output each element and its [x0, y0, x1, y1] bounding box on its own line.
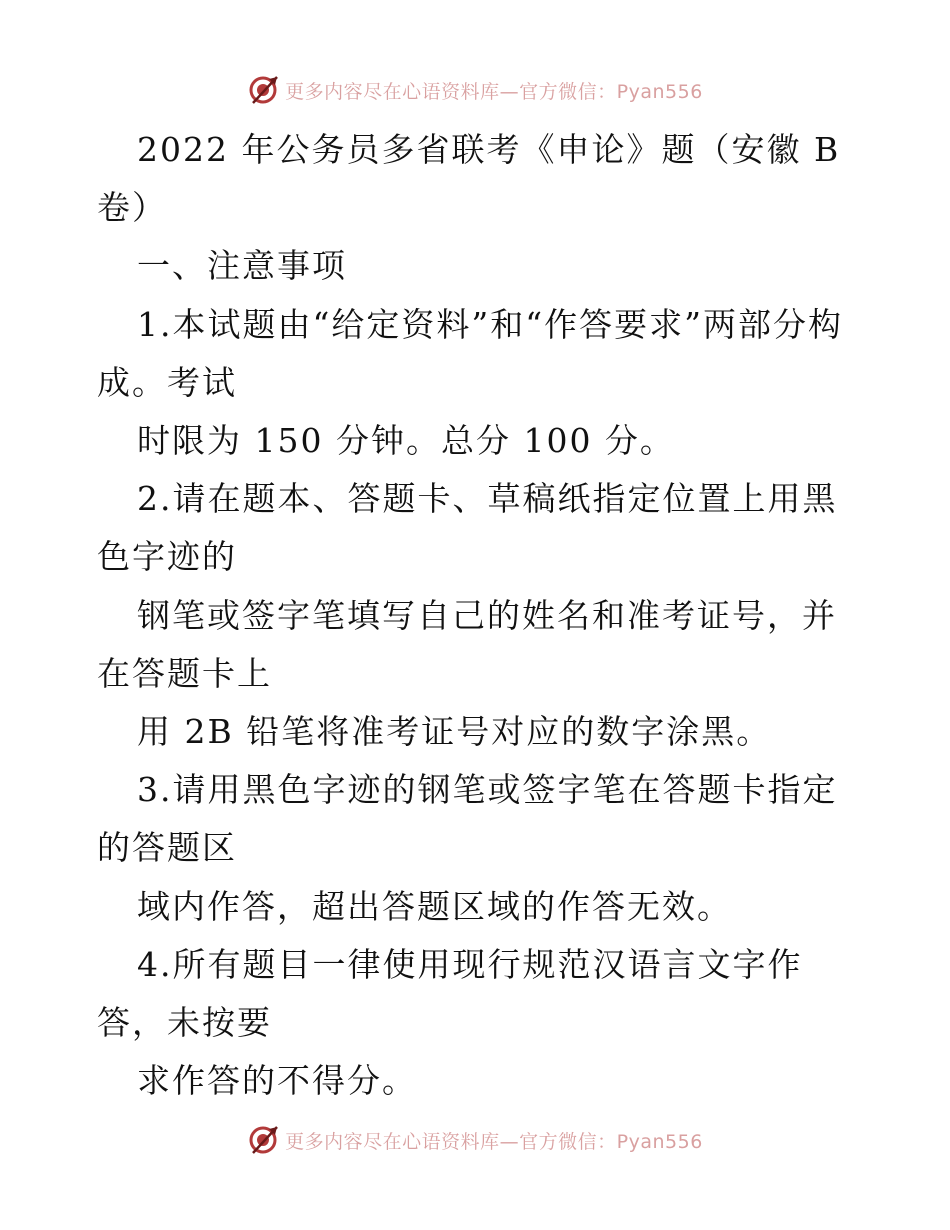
quill-seal-icon [247, 1123, 281, 1157]
notice-item: 2.请在题本、答题卡、草稿纸指定位置上用黑色字迹的 [97, 479, 838, 577]
notice-item: 4.所有题目一律使用现行规范汉语言文字作答，未按要 [97, 944, 803, 1043]
footer-banner-text: 更多内容尽在心语资料库—官方微信：Pyan556 [285, 1130, 703, 1153]
header-banner-text: 更多内容尽在心语资料库—官方微信：Pyan556 [285, 80, 703, 103]
notice-item: 1.本试题由“给定资料”和“作答要求”两部分构成。考试 [97, 304, 843, 402]
quill-seal-icon [247, 73, 281, 107]
notice-item: 用 2B 铅笔将准考证号对应的数字涂黑。 [137, 712, 772, 752]
header-banner [0, 70, 950, 110]
document-title: 2022 年公务员多省联考《申论》题（安徽 B 卷） [97, 130, 841, 228]
notice-item: 时限为 150 分钟。总分 100 分。 [137, 421, 675, 461]
document-body [97, 121, 857, 1110]
notice-item: 求作答的不得分。 [137, 1061, 417, 1101]
notice-item: 钢笔或签字笔填写自己的姓名和准考证号，并在答题卡上 [97, 595, 837, 693]
section-heading: 一、注意事项 [137, 246, 347, 286]
notice-item: 域内作答，超出答题区域的作答无效。 [137, 886, 732, 926]
notice-item: 3.请用黑色字迹的钢笔或签字笔在答题卡指定的答题区 [97, 770, 838, 868]
footer-banner [0, 1120, 950, 1160]
